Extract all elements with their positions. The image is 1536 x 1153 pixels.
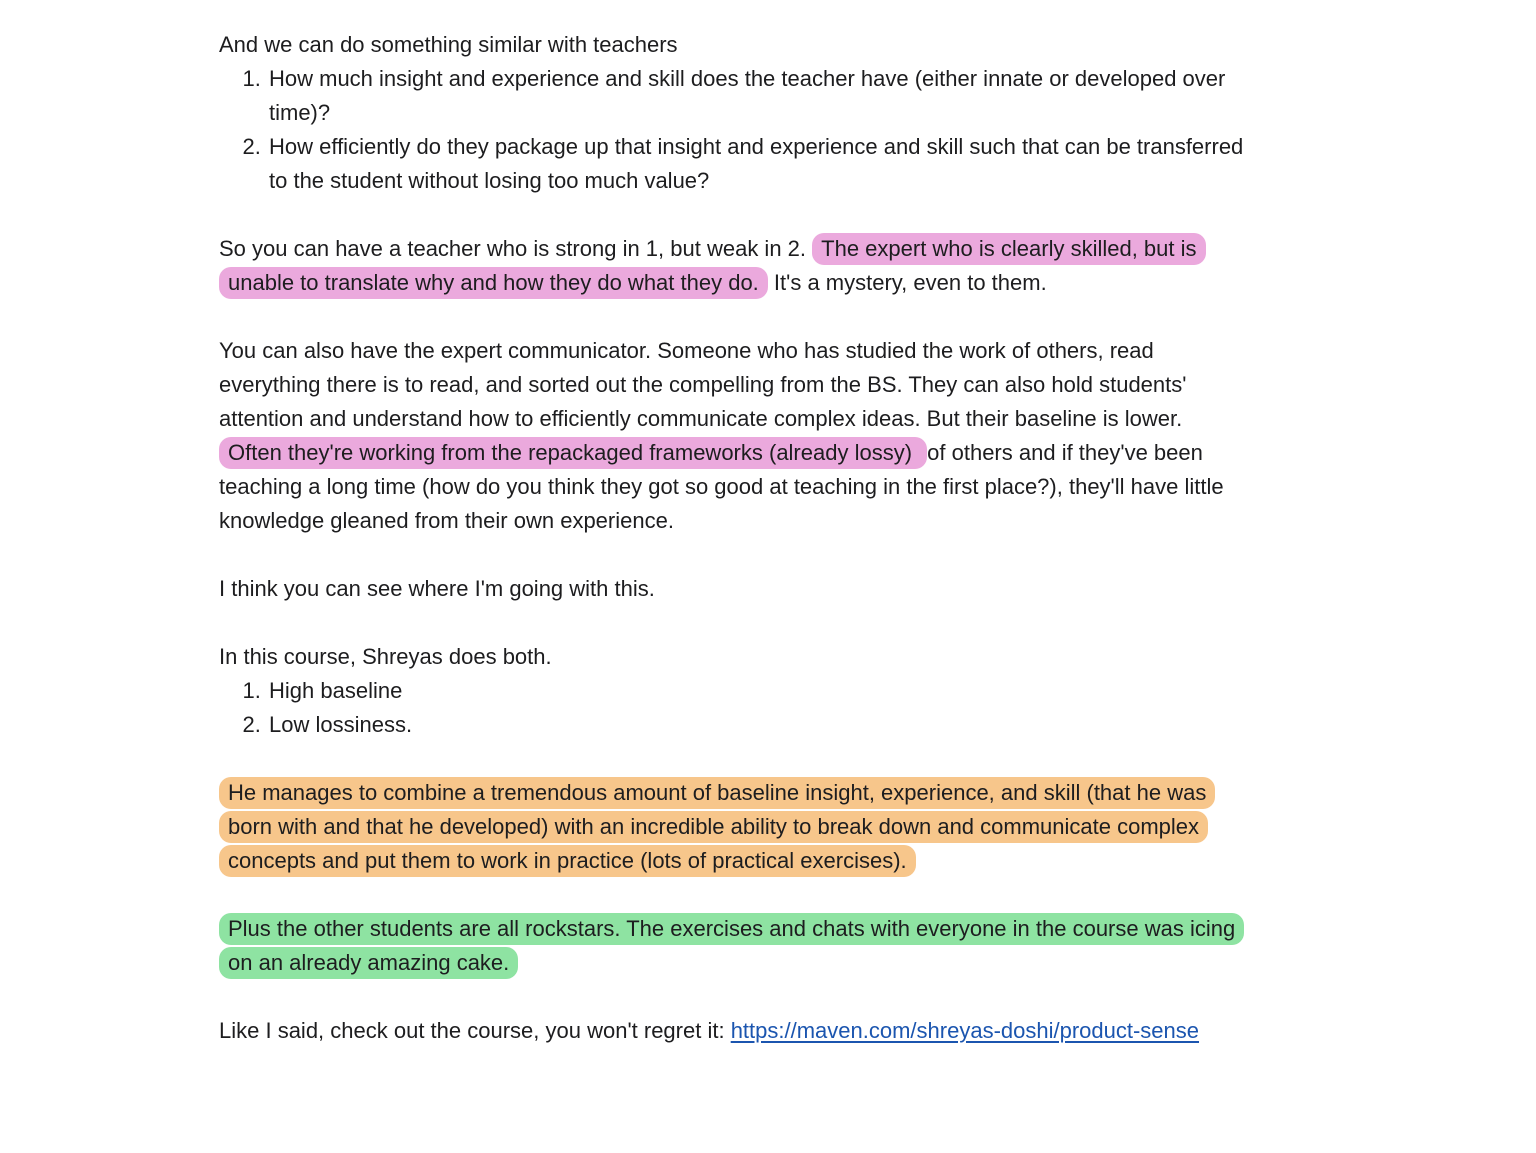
- text-run: How efficiently do they package up that insight and experience and skill such that can be transferred to the student without losing too much value?: [269, 134, 1244, 193]
- text-run: I think you can see where I'm going with this.: [219, 576, 655, 601]
- paragraph-cta: [219, 1014, 1244, 1048]
- list-item-question-2: [267, 130, 1244, 198]
- text-run: of others and if they've been teaching a long time (how do you think they got so good at teaching in the first place?), they'll have little knowledge gleaned from their own experience.: [219, 440, 1224, 533]
- highlight-orange: He manages to combine a tremendous amount of baseline insight, experience, and skill (that he was born with and that he developed) with an incredible ability to break down and communicate complex concepts and put them to work in practice (lots of practical exercises).: [219, 777, 1215, 877]
- text-run: Low lossiness.: [269, 712, 413, 737]
- paragraph-course-both: [219, 640, 1244, 674]
- paragraph-praise-orange: [219, 776, 1244, 878]
- text-run: In this course, Shreyas does both.: [219, 644, 552, 669]
- text-run: You can also have the expert communicator. Someone who has studied the work of others, read everything there is to read, and sorted out the compelling from the BS. They can also hold students' attention and understand how to efficiently communicate complex ideas. But their baseline is lower.: [219, 338, 1187, 431]
- list-item-question-1: [267, 62, 1244, 130]
- highlight-pink: The expert who is clearly skilled, but is unable to translate why and how they do what they do.: [219, 233, 1206, 299]
- text-run: How much insight and experience and skill does the teacher have (either innate or developed over time)?: [269, 66, 1226, 125]
- text-run: Like I said, check out the course, you won't regret it:: [219, 1018, 731, 1043]
- list-item-high-baseline: [267, 674, 1244, 708]
- paragraph-teachers-intro: [219, 28, 1244, 62]
- list-item-low-lossiness: [267, 708, 1244, 742]
- text-run: So you can have a teacher who is strong in 1, but weak in 2.: [219, 236, 813, 261]
- teacher-questions-list: [219, 62, 1244, 198]
- highlight-green: Plus the other students are all rockstars. The exercises and chats with everyone in the course was icing on an already amazing cake.: [219, 913, 1244, 979]
- paragraph-where-im-going: [219, 572, 1244, 606]
- document-body: [219, 28, 1244, 1082]
- text-run: High baseline: [269, 678, 403, 703]
- paragraph-praise-green: [219, 912, 1244, 980]
- text-run: It's a mystery, even to them.: [767, 270, 1047, 295]
- text-run: And we can do something similar with teachers: [219, 32, 678, 57]
- paragraph-strong-weak: [219, 232, 1244, 300]
- paragraph-expert-communicator: [219, 334, 1244, 538]
- highlight-pink: Often they're working from the repackaged frameworks (already lossy): [219, 437, 927, 469]
- course-link[interactable]: https://maven.com/shreyas-doshi/product-sense: [730, 1018, 1200, 1043]
- course-points-list: [219, 674, 1244, 742]
